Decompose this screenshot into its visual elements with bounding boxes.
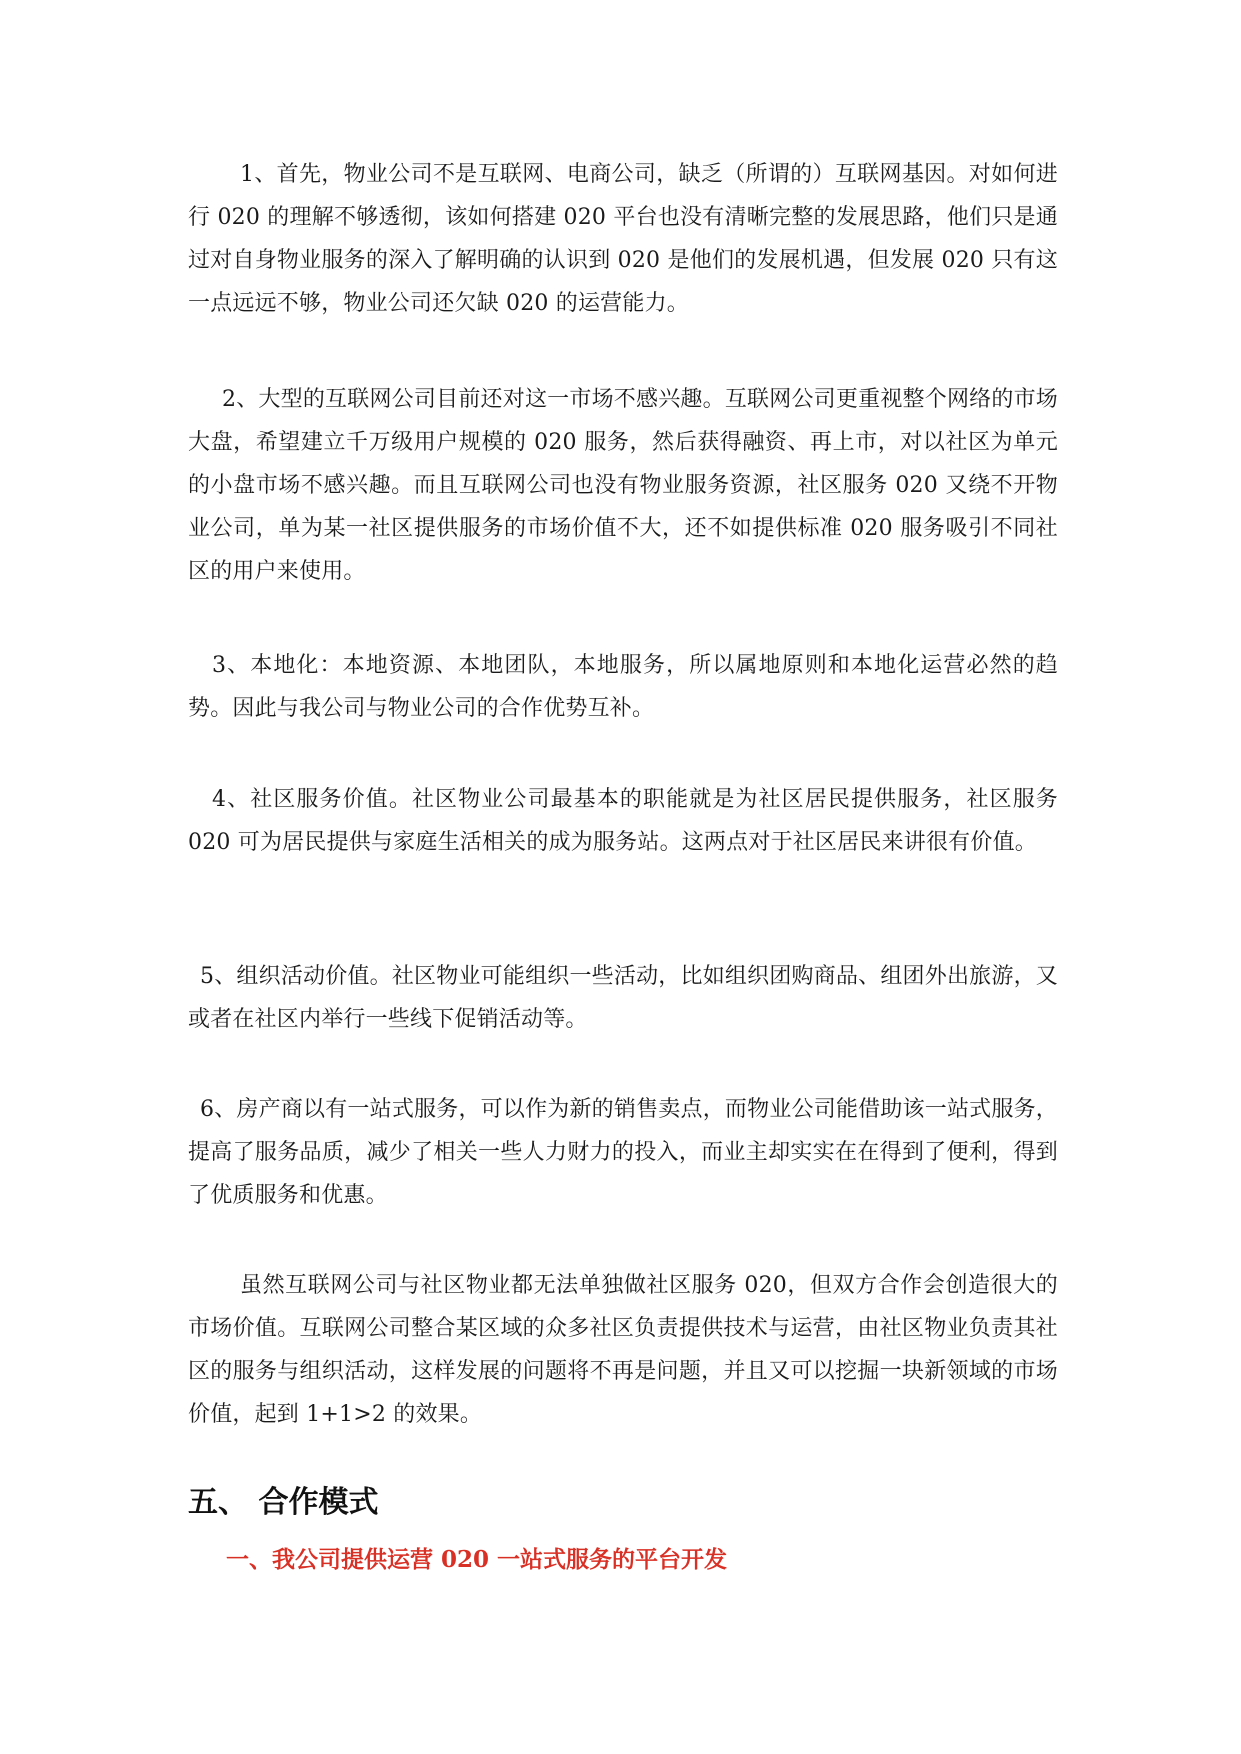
- sub-heading: 一、我公司提供运营 020 一站式服务的平台开发: [226, 1546, 728, 1573]
- paragraph-3: 3、本地化：本地资源、本地团队，本地服务，所以属地原则和本地化运营必然的趋势。因此与我公司与物业公司的合作优势互补。: [188, 653, 1058, 721]
- paragraph-5: 5、组织活动价值。社区物业可能组织一些活动，比如组织团购商品、组团外出旅游，又或者在社区内举行一些线下促销活动等。: [188, 964, 1058, 1032]
- paragraph-6: 6、房产商以有一站式服务，可以作为新的销售卖点，而物业公司能借助该一站式服务，提高了服务品质，减少了相关一些人力财力的投入，而业主却实实在在得到了便利，得到了优质服务和优惠。: [188, 1097, 1058, 1208]
- paragraph-7: 虽然互联网公司与社区物业都无法单独做社区服务 020，但双方合作会创造很大的市场价值。互联网公司整合某区域的众多社区负责提供技术与运营，由社区物业负责其社区的服务与组织活动，这样发展的问题将不再是问题，并且又可以挖掘一块新领域的市场价值，起到 1+1>2 的效果。: [188, 1273, 1058, 1427]
- paragraph-4: 4、社区服务价值。社区物业公司最基本的职能就是为社区居民提供服务，社区服务 020 可为居民提供与家庭生活相关的成为服务站。这两点对于社区居民来讲很有价值。: [188, 787, 1058, 855]
- paragraph-2: 2、大型的互联网公司目前还对这一市场不感兴趣。互联网公司更重视整个网络的市场大盘，希望建立千万级用户规模的 020 服务，然后获得融资、再上市，对以社区为单元的小盘市场不感兴趣。而且互联网公司也没有物业服务资源，社区服务 020 又绕不开物业公司，单为某一社区提供服务的市场价值不大，还不如提供标准 020 服务吸引不同社区的用户来使用。: [188, 387, 1058, 584]
- paragraph-1: 1、首先，物业公司不是互联网、电商公司，缺乏（所谓的）互联网基因。对如何进行 020 的理解不够透彻，该如何搭建 020 平台也没有清晰完整的发展思路，他们只是通过对自身物业服务的深入了解明确的认识到 020 是他们的发展机遇，但发展 020 只有这一点远远不够，物业公司还欠缺 020 的运营能力。: [188, 162, 1058, 316]
- section-heading: 五、 合作模式: [188, 1485, 379, 1520]
